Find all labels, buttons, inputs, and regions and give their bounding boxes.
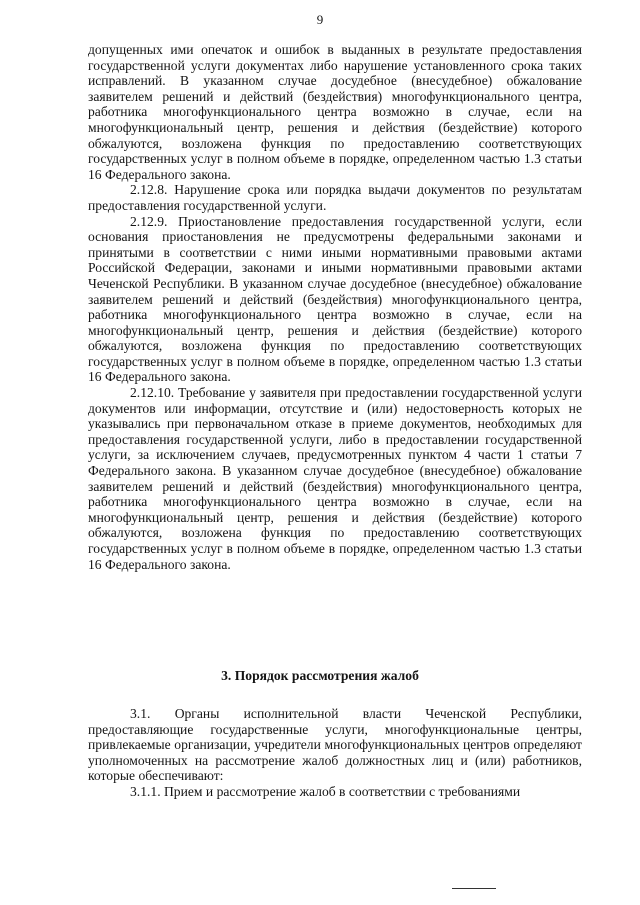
document-body: [88, 42, 582, 572]
paragraph-continuation: допущенных ими опечаток и ошибок в выданных в результате предоставления государственной услуги документах либо нарушение установленного срока таких исправлений. В указанном случае досудебное (внесудебное) обжалование заявителем решений и действий (бездействия) многофункционального центра, работника многофункционального центра возможно в случае, если на многофункциональный центр, решения и действия (бездействие) которого обжалуются, возложена функция по предоставлению соответствующих государственных услуг в полном объеме в порядке, определенном частью 1.3 статьи 16 Федерального закона.: [88, 42, 582, 182]
paragraph-3-1-1: 3.1.1. Прием и рассмотрение жалоб в соответствии с требованиями: [130, 783, 521, 799]
document-body-section-3: [88, 706, 582, 800]
paragraph-2-12-8: 2.12.8. Нарушение срока или порядка выдачи документов по результатам предоставления государственной услуги.: [88, 182, 582, 213]
page-number: 9: [316, 12, 324, 27]
footer-rule: [452, 888, 496, 889]
paragraph-3-1: 3.1. Органы исполнительной власти Чеченской Республики, предоставляющие государственные услуги, многофункциональные центры, привлекаемые организации, учредители многофункциональных центров определяют уполномоченных на рассмотрение жалоб должностных лиц и (или) работников, которые обеспечивают:: [88, 706, 582, 784]
paragraph-2-12-9: 2.12.9. Приостановление предоставления государственной услуги, если основания приостановления не предусмотрены федеральными законами и принятыми в соответствии с ними иными нормативными правовыми актами Российской Федерации, законами и иными нормативными правовыми актами Чеченской Республики. В указанном случае досудебное (внесудебное) обжалование заявителем решений и действий (бездействия) многофункционального центра, работника многофункционального центра возможно в случае, если на многофункциональный центр, решения и действия (бездействие) которого обжалуются, возложена функция по предоставлению соответствующих государственных услуг в полном объеме в порядке, определенном частью 1.3 статьи 16 Федерального закона.: [88, 213, 582, 385]
paragraph-2-12-10: 2.12.10. Требование у заявителя при предоставлении государственной услуги документов или информации, отсутствие и (или) недостоверность которых не указывались при первоначальном отказе в приеме документов, необходимых для предоставления государственной услуги, либо в предоставлении государственной услуги, за исключением случаев, предусмотренных пунктом 4 части 1 статьи 7 Федерального закона. В указанном случае досудебное (внесудебное) обжалование заявителем решений и действий (бездействия) многофункционального центра, работника многофункционального центра возможно в случае, если на многофункциональный центр, решения и действия (бездействие) которого обжалуются, возложена функция по предоставлению соответствующих государственных услуг в полном объеме в порядке, определенном частью 1.3 статьи 16 Федерального закона.: [88, 385, 582, 572]
section-heading: 3. Порядок рассмотрения жалоб: [221, 668, 419, 683]
